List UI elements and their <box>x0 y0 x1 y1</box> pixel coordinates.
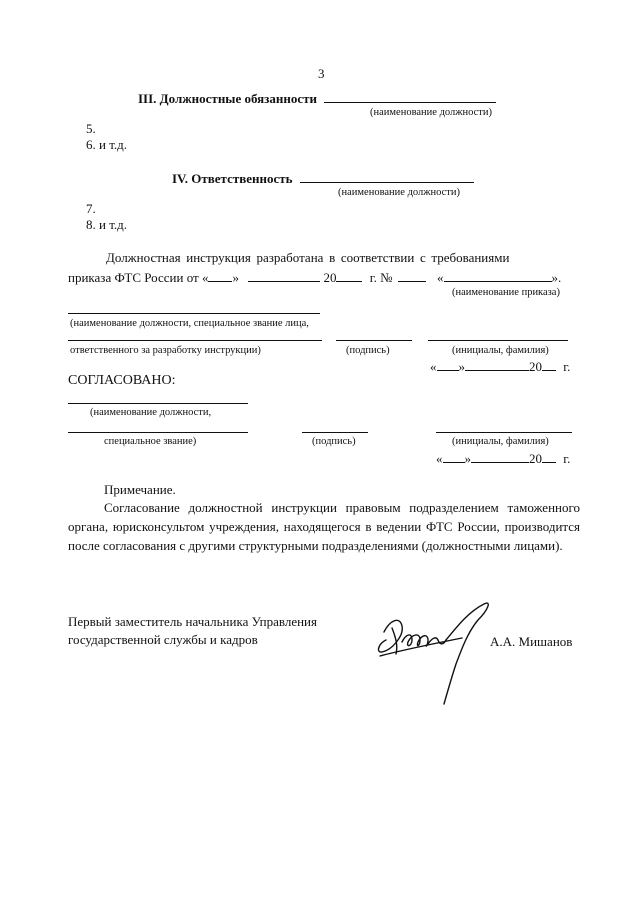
section3-hint: (наименование должности) <box>370 107 493 118</box>
section4-heading-text: IV. Ответственность <box>172 171 293 186</box>
approved-position-hint: (наименование должности, <box>90 407 212 418</box>
approved-date <box>436 450 570 467</box>
order-month-blank <box>248 269 320 282</box>
developer-date-year: 20 <box>529 359 542 374</box>
note-text: Согласование должностной инструкции правовым подразделением таможенного органа, юрисконсультом учреждения, находящегося в ведении ФТС России, производится после согласования с другими структурными подразделениями (должностными лицами). <box>68 500 580 553</box>
developer-responsible-line <box>68 340 322 341</box>
section3-position-blank <box>324 90 496 103</box>
section4-item-7: 7. <box>86 201 96 216</box>
developer-date-close: » <box>458 359 465 374</box>
developer-date-month-blank <box>465 358 529 371</box>
developer-date-year-blank <box>542 358 556 371</box>
order-year-prefix: 20 <box>323 270 337 285</box>
signatory-position-line2: государственной службы и кадров <box>68 632 258 647</box>
note-title: Примечание. <box>104 482 176 497</box>
approved-date-day-blank <box>443 450 465 463</box>
section4-hint: (наименование должности) <box>338 187 461 198</box>
section4-position-blank <box>300 170 474 183</box>
section3-heading-text: III. Должностные обязанности <box>138 91 318 106</box>
handwritten-signature <box>372 598 492 713</box>
approved-initials-line <box>436 432 572 433</box>
approved-date-suffix: г. <box>563 451 571 466</box>
developer-responsible-hint: ответственного за разработку инструкции) <box>70 345 261 356</box>
approved-date-year: 20 <box>529 451 542 466</box>
order-name-close: ». <box>551 270 562 285</box>
developer-position-hint: (наименование должности, специальное звание лица, <box>70 318 309 329</box>
developer-date-suffix: г. <box>563 359 571 374</box>
order-number-blank <box>398 269 426 282</box>
approved-date-open: « <box>436 451 443 466</box>
developer-signature-line <box>336 340 412 341</box>
section3-item-6: 6. и т.д. <box>86 137 128 152</box>
order-name-hint: (наименование приказа) <box>452 287 560 298</box>
approved-date-month-blank <box>471 450 529 463</box>
section3-heading <box>138 90 496 107</box>
approved-signature-hint: (подпись) <box>312 436 356 447</box>
page-number: 3 <box>318 66 325 81</box>
order-prefix: приказа ФТС России от « <box>68 270 209 285</box>
developer-initials-line <box>428 340 568 341</box>
order-year-blank <box>336 269 362 282</box>
signatory-name: А.А. Мишанов <box>490 634 573 649</box>
developer-initials-hint: (инициалы, фамилия) <box>452 345 549 356</box>
section3-item-5: 5. <box>86 121 96 136</box>
developer-date-day-blank <box>437 358 459 371</box>
order-quote-close: » <box>232 270 239 285</box>
developed-line1: Должностная инструкция разработана в соответствии с требованиями <box>106 250 510 265</box>
developer-date-open: « <box>430 359 437 374</box>
order-name-open: « <box>437 270 444 285</box>
approved-initials-hint: (инициалы, фамилия) <box>452 436 549 447</box>
approved-signature-line <box>302 432 368 433</box>
section4-heading <box>172 170 474 187</box>
signatory-position-line1: Первый заместитель начальника Управления <box>68 614 317 629</box>
approved-rank-line <box>68 432 248 433</box>
order-name-blank <box>444 269 552 282</box>
section4-item-8: 8. и т.д. <box>86 217 128 232</box>
approved-position-line <box>68 403 248 404</box>
developer-date <box>430 358 570 375</box>
approved-date-year-blank <box>542 450 556 463</box>
order-day-blank <box>208 269 232 282</box>
developer-signature-hint: (подпись) <box>346 345 390 356</box>
order-year-suffix: г. № <box>369 270 393 285</box>
approved-heading: СОГЛАСОВАНО: <box>68 373 176 388</box>
approved-date-close: » <box>464 451 471 466</box>
developed-order-line <box>68 269 561 286</box>
developer-position-line <box>68 313 320 314</box>
approved-rank-hint: специальное звание) <box>104 436 197 447</box>
